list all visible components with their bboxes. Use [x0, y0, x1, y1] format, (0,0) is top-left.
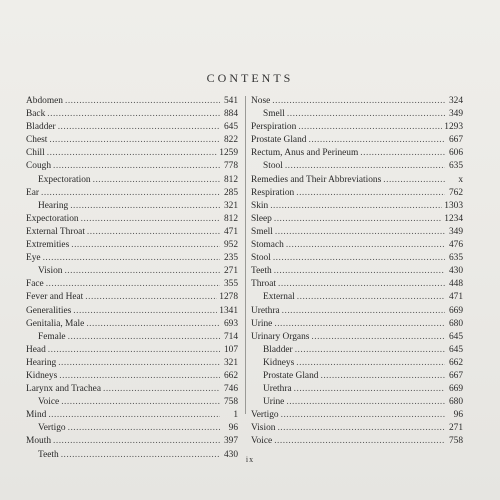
entry-label: Stool — [251, 253, 271, 264]
dot-leader — [71, 239, 220, 252]
dot-leader — [277, 422, 445, 435]
entry-label: Urethra — [263, 384, 292, 395]
dot-leader — [64, 265, 220, 278]
entry-label: Abdomen — [26, 96, 63, 106]
dot-leader — [58, 357, 220, 370]
contents-entry — [26, 252, 238, 265]
dot-leader — [296, 357, 445, 370]
contents-subentry — [26, 265, 238, 278]
dot-leader — [70, 200, 220, 213]
contents-entry — [26, 226, 238, 239]
entry-page-number: 1293 — [444, 122, 463, 133]
contents-subentry — [251, 357, 463, 370]
dot-leader — [298, 121, 442, 134]
contents-entry — [26, 409, 238, 422]
entry-label: Throat — [251, 279, 276, 290]
contents-entry — [26, 344, 238, 357]
dot-leader — [274, 265, 445, 278]
dot-leader — [49, 134, 220, 147]
entry-label: Mind — [26, 410, 47, 421]
entry-page-number: 645 — [223, 122, 238, 133]
dot-leader — [287, 108, 445, 121]
contents-subentry — [251, 160, 463, 173]
contents-entry — [251, 147, 463, 160]
contents-subentry — [26, 200, 238, 213]
dot-leader — [383, 174, 445, 187]
dot-leader — [103, 383, 220, 396]
entry-label: Back — [26, 109, 46, 120]
dot-leader — [93, 174, 220, 187]
dot-leader — [273, 252, 445, 265]
dot-leader — [65, 95, 220, 108]
dot-leader — [296, 187, 445, 200]
dot-leader — [297, 291, 445, 304]
dot-leader — [281, 409, 445, 422]
entry-page-number: 349 — [448, 109, 463, 120]
contents-column-right — [251, 95, 463, 449]
entry-label: Stomach — [251, 240, 284, 251]
dot-leader — [272, 95, 445, 108]
entry-label: Generalities — [26, 305, 72, 316]
entry-page-number: x — [458, 174, 463, 185]
dot-leader — [43, 252, 220, 265]
dot-leader — [274, 435, 445, 448]
contents-entry — [251, 213, 463, 226]
entry-label: Smell — [251, 226, 273, 237]
dot-leader — [46, 278, 220, 291]
contents-entry — [26, 147, 238, 160]
contents-subentry — [251, 383, 463, 396]
contents-entry — [26, 318, 238, 331]
dot-leader — [68, 422, 220, 435]
dot-leader — [360, 147, 445, 160]
contents-entry — [26, 305, 238, 318]
contents-entry — [251, 200, 463, 213]
entry-page-number: 669 — [448, 384, 463, 395]
dot-leader — [59, 370, 220, 383]
entry-page-number: 471 — [448, 292, 463, 303]
contents-entry — [26, 108, 238, 121]
entry-page-number: 952 — [223, 240, 238, 251]
contents-subentry — [26, 396, 238, 409]
entry-label: Head — [26, 344, 46, 355]
contents-entry — [251, 265, 463, 278]
entry-label: Teeth — [38, 449, 59, 460]
dot-leader — [285, 160, 445, 173]
entry-label: Urine — [251, 318, 273, 329]
entry-label: Genitalia, Male — [26, 318, 85, 329]
contents-entry — [251, 121, 463, 134]
contents-entry — [26, 357, 238, 370]
contents-entry — [251, 174, 463, 187]
entry-page-number: 321 — [223, 200, 238, 211]
entry-page-number: 645 — [448, 331, 463, 342]
contents-entry — [26, 370, 238, 383]
contents-entry — [26, 95, 238, 108]
entry-page-number: 476 — [448, 240, 463, 251]
entry-label: External Throat — [26, 226, 85, 237]
contents-entry — [251, 318, 463, 331]
contents-entry — [26, 213, 238, 226]
entry-label: Bladder — [26, 122, 56, 133]
entry-page-number: 1341 — [219, 305, 238, 316]
contents-entry — [26, 121, 238, 134]
entry-label: Rectum, Anus and Perineum — [251, 148, 359, 159]
entry-label: Kidneys — [26, 370, 58, 381]
contents-subentry — [251, 291, 463, 304]
entry-label: Remedies and Their Abbreviations — [251, 174, 382, 185]
entry-page-number: 758 — [223, 397, 238, 408]
entry-label: Vision — [251, 423, 276, 434]
dot-leader — [68, 331, 220, 344]
entry-page-number: 693 — [223, 318, 238, 329]
entry-page-number: 96 — [228, 423, 238, 434]
entry-label: Prostate Gland — [251, 135, 307, 146]
dot-leader — [278, 278, 445, 291]
dot-leader — [58, 121, 220, 134]
entry-label: Prostate Gland — [263, 370, 319, 381]
entry-page-number: 822 — [223, 135, 238, 146]
contents-subentry — [251, 108, 463, 121]
entry-page-number: 1234 — [444, 213, 463, 224]
page-title: CONTENTS — [206, 71, 294, 85]
entry-label: Teeth — [251, 266, 272, 277]
entry-page-number: 762 — [448, 187, 463, 198]
dot-leader — [294, 383, 445, 396]
dot-leader — [320, 370, 445, 383]
entry-label: Kidneys — [263, 357, 295, 368]
entry-page-number: 667 — [448, 135, 463, 146]
dot-leader — [286, 239, 445, 252]
dot-leader — [53, 160, 220, 173]
dot-leader — [274, 318, 445, 331]
dot-leader — [73, 305, 217, 318]
dot-leader — [311, 331, 445, 344]
dot-leader — [308, 134, 445, 147]
entry-label: Larynx and Trachea — [26, 384, 101, 395]
contents-entry — [251, 278, 463, 291]
entry-page-number: 107 — [223, 344, 238, 355]
entry-page-number: 271 — [223, 266, 238, 277]
contents-entry — [251, 422, 463, 435]
entry-label: Urethra — [251, 305, 280, 316]
entry-page-number: 635 — [448, 253, 463, 264]
entry-page-number: 448 — [448, 279, 463, 290]
entry-page-number: 397 — [223, 436, 238, 447]
entry-label: Skin — [251, 200, 269, 211]
entry-label: Voice — [38, 397, 60, 408]
entry-page-number: 1303 — [444, 200, 463, 211]
entry-page-number: 746 — [223, 384, 238, 395]
entry-page-number: 669 — [448, 305, 463, 316]
contents-column-left — [26, 95, 238, 462]
entry-page-number: 430 — [223, 449, 238, 460]
contents-subentry — [26, 422, 238, 435]
entry-label: Chest — [26, 135, 48, 146]
entry-label: Female — [38, 331, 66, 342]
entry-label: Expectoration — [38, 174, 91, 185]
entry-label: Nose — [251, 96, 271, 106]
entry-page-number: 235 — [223, 253, 238, 264]
entry-label: Smell — [263, 109, 285, 120]
entry-label: Hearing — [26, 357, 57, 368]
entry-page-number: 324 — [448, 96, 463, 106]
dot-leader — [47, 147, 217, 160]
contents-subentry — [251, 370, 463, 383]
contents-entry — [251, 252, 463, 265]
entry-page-number: 884 — [223, 109, 238, 120]
dot-leader — [274, 213, 442, 226]
entry-label: Vision — [38, 266, 63, 277]
contents-entry — [251, 331, 463, 344]
entry-label: Vertigo — [251, 410, 279, 421]
entry-page-number: 778 — [223, 161, 238, 172]
entry-page-number: 321 — [223, 357, 238, 368]
entry-page-number: 662 — [448, 357, 463, 368]
contents-subentry — [251, 344, 463, 357]
dot-leader — [48, 409, 220, 422]
entry-label: Fever and Heat — [26, 292, 84, 303]
dot-leader — [61, 396, 220, 409]
dot-leader — [270, 200, 442, 213]
entry-page-number: 1 — [233, 410, 238, 421]
entry-page-number: 606 — [448, 148, 463, 159]
page-number: ix — [245, 455, 255, 464]
entry-page-number: 680 — [448, 397, 463, 408]
contents-entry — [26, 383, 238, 396]
entry-label: Vertigo — [38, 423, 66, 434]
entry-page-number: 285 — [223, 187, 238, 198]
contents-entry — [251, 305, 463, 318]
entry-page-number: 541 — [223, 96, 238, 106]
entry-label: External — [263, 292, 295, 303]
entry-page-number: 667 — [448, 370, 463, 381]
contents-entry — [26, 278, 238, 291]
entry-label: Ear — [26, 187, 40, 198]
contents-entry — [26, 160, 238, 173]
dot-leader — [47, 108, 220, 121]
dot-leader — [282, 305, 445, 318]
dot-leader — [81, 213, 220, 226]
contents-entry — [251, 226, 463, 239]
entry-page-number: 271 — [448, 423, 463, 434]
entry-label: Sleep — [251, 213, 272, 224]
contents-subentry — [26, 331, 238, 344]
entry-page-number: 662 — [223, 370, 238, 381]
entry-page-number: 1259 — [219, 148, 238, 159]
dot-leader — [286, 396, 445, 409]
entry-label: Hearing — [38, 200, 69, 211]
entry-label: Mouth — [26, 436, 52, 447]
entry-page-number: 812 — [223, 174, 238, 185]
entry-label: Face — [26, 279, 44, 290]
entry-label: Cough — [26, 161, 52, 172]
entry-label: Stool — [263, 161, 283, 172]
entry-page-number: 471 — [223, 226, 238, 237]
contents-entry — [251, 435, 463, 448]
dot-leader — [48, 344, 220, 357]
entry-label: Eye — [26, 253, 41, 264]
dot-leader — [85, 291, 217, 304]
entry-page-number: 680 — [448, 318, 463, 329]
entry-page-number: 645 — [448, 344, 463, 355]
entry-label: Chill — [26, 148, 45, 159]
contents-entry — [26, 239, 238, 252]
entry-page-number: 1278 — [219, 292, 238, 303]
entry-label: Urine — [263, 397, 285, 408]
contents-entry — [26, 435, 238, 448]
dot-leader — [295, 344, 445, 357]
contents-entry — [251, 95, 463, 108]
dot-leader — [53, 435, 220, 448]
dot-leader — [86, 318, 220, 331]
dot-leader — [41, 187, 220, 200]
contents-entry — [251, 239, 463, 252]
contents-entry — [251, 134, 463, 147]
entry-page-number: 714 — [223, 331, 238, 342]
entry-page-number: 758 — [448, 436, 463, 447]
entry-label: Bladder — [263, 344, 293, 355]
entry-label: Respiration — [251, 187, 295, 198]
entry-label: Voice — [251, 436, 273, 447]
contents-entry — [26, 187, 238, 200]
entry-label: Perspiration — [251, 122, 297, 133]
entry-page-number: 430 — [448, 266, 463, 277]
entry-page-number: 812 — [223, 213, 238, 224]
contents-entry — [251, 187, 463, 200]
contents-subentry — [26, 174, 238, 187]
entry-label: Urinary Organs — [251, 331, 310, 342]
column-divider — [245, 96, 246, 414]
entry-label: Expectoration — [26, 213, 79, 224]
contents-entry — [26, 291, 238, 304]
entry-page-number: 635 — [448, 161, 463, 172]
dot-leader — [87, 226, 220, 239]
contents-entry — [251, 409, 463, 422]
entry-page-number: 96 — [453, 410, 463, 421]
contents-subentry — [251, 396, 463, 409]
entry-label: Extremities — [26, 240, 70, 251]
entry-page-number: 355 — [223, 279, 238, 290]
entry-page-number: 349 — [448, 226, 463, 237]
contents-entry — [26, 134, 238, 147]
dot-leader — [275, 226, 445, 239]
